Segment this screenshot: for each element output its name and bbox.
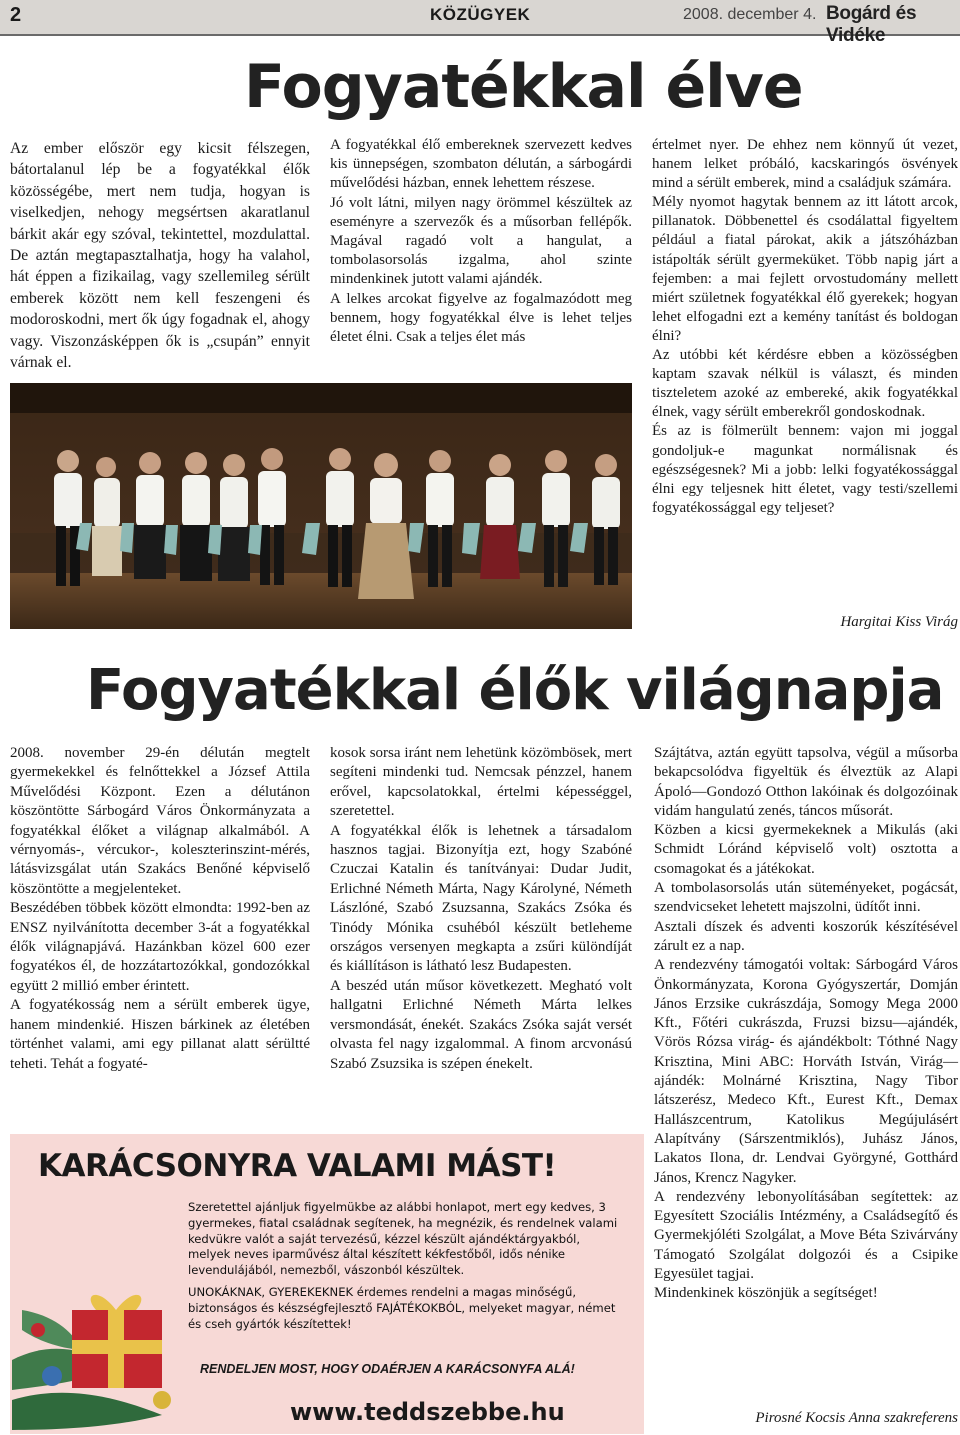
- article2-author: Pirosné Kocsis Anna szakreferens: [755, 1410, 958, 1426]
- ad-website-link[interactable]: www.teddszebbe.hu: [290, 1398, 565, 1426]
- christmas-gift-icon: [12, 1190, 184, 1430]
- dancers-photo-illustration: [10, 383, 632, 629]
- paragraph: A beszéd után műsor következett. Megható volt hallgatni Erlichné Németh Márta lelkes versmondását, énekét. Szakács Zsóka saját versét olvasta fel nagy izgalommal. A finom arcvonású Szabó Zsuzsika is szépen énekelt.: [330, 977, 632, 1072]
- paragraph: Az utóbbi két kérdésre ebben a közösségben kaptam szavak nélkül is választ, és minden tiszteletem azoké az embereké, akik fogyatékkal élnek, vagy sérült emberekről gondoskodnak.: [652, 347, 958, 421]
- article1-author: Hargitai Kiss Virág: [840, 614, 958, 630]
- page-number: 2: [10, 4, 22, 26]
- paragraph: A lelkes arcokat figyelve az fogalmazódott meg bennem, hogy fogyatékkal élve is lehet teljes életet élni. Csak a teljes élet más: [330, 290, 632, 346]
- article1-column-1: [10, 138, 310, 373]
- event-photo: [10, 383, 632, 629]
- article1-column-3: [652, 136, 958, 518]
- paragraph: A rendezvény támogatói voltak: Sárbogárd Város Önkormányzata, Korona Gyógyszertár, Domján János Erzsike cukrászdája, Somogy Mega 2000 Kft., Főtéri cukrászda, Fruzsi bizsu—ajándék, Vörös Rózsa virág- és ajándékbolt: Tóthné Nagy Krisztina, Mini ABC: Horváth István, Virág—ajándék: Molnárné Krisztina, Nagy Tibor látszerész, Medeco Kft., Eurest Kft., Demax Hallászcentrum, Katolikus Megújulásért Alapítvány (Sárszentmiklós), Juhász János, Lakatos Ilona, dr. Lendvai Györgyné, Gotthárd János, Krencz Nagyker.: [654, 957, 958, 1186]
- article2-title: Fogyatékkal élők világnapja: [86, 658, 944, 723]
- ad-call-to-action: RENDELJEN MOST, HOGY ODAÉRJEN A KARÁCSONYFA ALÁ!: [200, 1362, 575, 1376]
- paragraph: 2008. november 29-én délután megtelt gyermekekkel és felnőttekkel a József Attila Művelődési Központ. Ezen a délutánon köszöntötte Sárbogárd Város Önkormányzata a fogyatékkal élőket a világnap alkalmából. A vérnyomás-, vércukor-, koleszterinszint-mérés, látásvizsgálat után Szakács Benőné képviselő köszöntötte a megjelenteket.: [10, 745, 310, 897]
- paragraph: kosok sorsa iránt nem lehetünk közömbösek, mert segíteni mindenki tud. Nemcsak pénzzel, hanem erővel, kapcsolatokkal, értelmi képességgel, szeretettel.: [330, 745, 632, 820]
- paragraph: A fogyatékkal élők is lehetnek a társadalom hasznos tagjai. Bizonyítja ezt, hogy Szabóné Czuczai Katalin és tanítványai: Dudar Judit, Erlichné Németh Márta, Nagy Károlyné, Németh Lászlóné, Szabó Zsuzsanna, Szakács Zsóka és Tinódy Mónika csuhéból készült betleheme országos versenyen megkapta a zsűri különdíját és kiállításon is látható lesz Budapesten.: [330, 822, 632, 975]
- paragraph: És az is fölmerült bennem: vajon mi joggal gondoljuk-e magunkat normálisnak és egészségesnek? Mi a jobb: lelki fogyatékossággal élni egy teljesnek hitt életet, vagy testi/szellemi fogyatékossággal egy teljeset?: [652, 423, 958, 516]
- ad-paragraph: UNOKÁKNAK, GYEREKEKNEK érdemes rendelni a magas minőségű, biztonságos és készségfejlesztő FAJÁTÉKOKBÓL, melyeket magyar, német és cseh gyártók készítettek!: [188, 1284, 616, 1331]
- article2-column-2: [330, 744, 632, 1074]
- section-label: KÖZÜGYEK: [430, 5, 531, 24]
- paragraph: Asztali díszek és adventi koszorúk készítésével zárult ez a nap.: [654, 918, 958, 954]
- paragraph: Jó volt látni, milyen nagy örömmel készültek az eseményre a szervezők és a műsorban fellépők. Magával ragadó volt a hangulat, a tombolasorsolás izgalma, ahol szinte mindenkinek jutott valami ajándék.: [330, 194, 632, 288]
- article1-title: Fogyatékkal élve: [244, 52, 803, 122]
- article2-column-3: [654, 744, 958, 1304]
- ad-paragraph: Szeretettel ajánljuk figyelmükbe az alábbi honlapot, mert egy kedves, 3 gyermekes, fiatal családnak segítenek, ha megnézik, és rendelnek valami kedvükre valót a saját tervezésű, kézzel készült ajándéktárgyakból, melyek neves iparművész által készített kékfestőből, idős nénike levendulájából, nemezből, vászonból készültek.: [188, 1200, 618, 1278]
- ad-body: [188, 1200, 624, 1338]
- paragraph: A fogyatékosság nem a sérült emberek ügye, hanem mindenkié. Hiszen bárkinek az életében történhet valami, ami egy pillanat alatt sérültté teheti. Tehát a fogyaté-: [10, 997, 310, 1072]
- paragraph: A rendezvény lebonyolításában segítettek: az Egyesített Szociális Intézmény, a Családsegítő és Gyermekjóléti Szolgálat, a Move Béta Szivárvány Támogató Szolgálat dolgozói és a Csipike Egyesület tagjai.: [654, 1188, 958, 1283]
- paragraph: Mindenkinek köszönjük a segítséget!: [654, 1285, 878, 1302]
- paragraph: Szájtátva, aztán együtt tapsolva, végül a műsorba bekapcsolódva figyeltük és élveztük az Alapi Ápoló—Gondozó Otthon lakóinak és dolgozóinak vidám hangulatú zenés, táncos műsorát.: [654, 745, 958, 819]
- issue-date: 2008. december 4.: [683, 6, 817, 23]
- paragraph: Beszédében többek között elmondta: 1992-ben az ENSZ nyilvánította december 3-át a fogyatékkal élők világnapjává. Hazánkban közel 600 ezer fogyatékos él, de hozzátartozókkal, gondozókkal együtt 2 millió ember érintett.: [10, 900, 310, 994]
- paragraph: A fogyatékkal élő embereknek szervezett kedves kis ünnepségen, szombaton délután, a sárbogárdi művelődési házban, ennek lehettem részese.: [330, 137, 632, 192]
- paragraph: értelmet nyer. De ehhez nem könnyű út vezet, hanem lelket próbáló, kacskaringós ösvények mind a sérült emberek, mind a családjuk számára.: [652, 137, 958, 192]
- article1-column-2: [330, 136, 632, 347]
- ad-title: KARÁCSONYRA VALAMI MÁST!: [38, 1148, 557, 1184]
- paragraph: Az ember először egy kicsit félszegen, bátortalanul lép be a fogyatékkal élők közösségébe, mert nem tudja, hogyan is viselkedjen, nehogy megsértsen akaratlanul bárkit akár egy szóval, tekintettel, mozdulattal. De aztán megtapasztalhatja, hogy ha valahol, hát éppen a fizikailag, vagy szellemileg sérült emberek között nem kell feszengeni és modoroskodni, mert ők úgy fogadnak el, ahogy vagy. Viszonzásképpen ők is „csupán” ennyit várnak el.: [10, 140, 310, 372]
- paragraph: A tombolasorsolás után süteményeket, pogácsát, szendvicseket lehetett majszolni, üdítőt inni.: [654, 880, 958, 916]
- article2-column-1: [10, 744, 310, 1074]
- newspaper-brand: Bogárd és Vidéke: [826, 3, 917, 46]
- paragraph: Mély nyomot hagytak bennem az itt látott arcok, pillanatok. Döbbenettel és csodálattal figyeltem például a fiatal párokat, akik a játszóházban istápolták sérült gyermeküket. Több napig járt a fejemben: a mai fejlett orvostudomány mellett miért születnek fogyatékkal élő gyerekek; hogyan lehet elfogadni ezt a kemény tanítást és boldogan élni?: [652, 194, 958, 344]
- paragraph: Közben a kicsi gyermekeknek a Mikulás (aki Schmidt Lóránd képviselő volt) osztotta a csomagokat és a játékokat.: [654, 822, 958, 877]
